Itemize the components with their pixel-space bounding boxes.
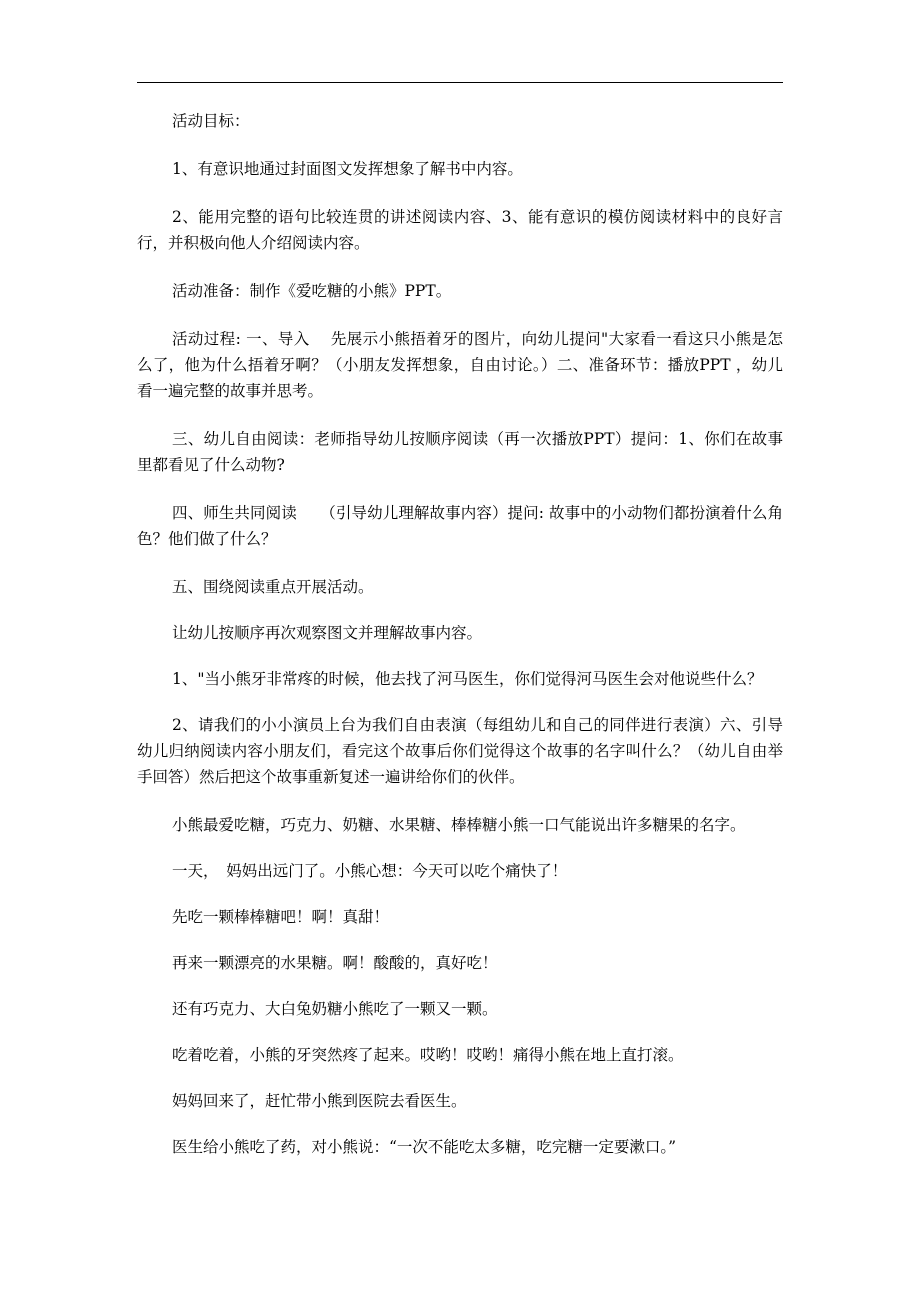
- paragraph-story-7: 妈妈回来了，赶忙带小熊到医院去看医生。: [172, 1092, 467, 1110]
- paragraph-observe: 让幼儿按顺序再次观察图文并理解故事内容。: [172, 624, 483, 642]
- paragraph-goal-1: 1、有意识地通过封面图文发挥想象了解书中内容。: [172, 160, 523, 178]
- paragraph-question: 1、"当小熊牙非常疼的时候，他去找了河马医生，你们觉得河马医生会对他说些什么？: [172, 670, 763, 688]
- paragraph-shared-reading: 四、师生共同阅读 （引导幼儿理解故事内容）提问: 故事中的小动物们都扮演着什么角色？他们做了什么？: [137, 504, 783, 548]
- paragraph-story-4: 再来一颗漂亮的水果糖。啊！酸酸的，真好吃！: [172, 954, 498, 972]
- paragraph-process: 活动过程: 一、导入 先展示小熊捂着牙的图片，向幼儿提问"大家看一看这只小熊是怎么了，他为什么捂着牙啊？（小朋友发挥想象，自由讨论。）二、准备环节：播放PPT ，幼儿看一遍完整的故事并思考。: [137, 330, 783, 400]
- paragraph-story-2: 一天， 妈妈出远门了。小熊心想：今天可以吃个痛快了！: [172, 862, 568, 880]
- paragraph-story-3: 先吃一颗棒棒糖吧！啊！真甜！: [172, 908, 390, 926]
- paragraph-performance: 2、请我们的小小演员上台为我们自由表演（每组幼儿和自己的同伴进行表演）六、引导幼儿归纳阅读内容小朋友们，看完这个故事后你们觉得这个故事的名字叫什么？（幼儿自由举手回答）然后把这个故事重新复述一遍讲给你们的伙伴。: [137, 716, 783, 786]
- paragraph-story-5: 还有巧克力、大白兔奶糖小熊吃了一颗又一颗。: [172, 1000, 498, 1018]
- paragraph-story-8: 医生给小熊吃了药，对小熊说：“一次不能吃太多糖，吃完糖一定要漱口。”: [172, 1138, 677, 1156]
- paragraph-preparation: 活动准备：制作《爱吃糖的小熊》PPT。: [172, 282, 452, 300]
- paragraph-goals-heading: 活动目标：: [172, 112, 250, 130]
- paragraph-goal-2-3: 2、能用完整的语句比较连贯的讲述阅读内容、3、能有意识的模仿阅读材料中的良好言行，并积极向他人介绍阅读内容。: [137, 208, 783, 252]
- paragraph-story-6: 吃着吃着，小熊的牙突然疼了起来。哎哟！哎哟！痛得小熊在地上直打滚。: [172, 1046, 684, 1064]
- document-body: [137, 108, 783, 1180]
- paragraph-story-1: 小熊最爱吃糖，巧克力、奶糖、水果糖、棒棒糖小熊一口气能说出许多糖果的名字。: [172, 816, 746, 834]
- paragraph-free-reading: 三、幼儿自由阅读：老师指导幼儿按顺序阅读（再一次播放PPT）提问：1、你们在故事里都看见了什么动物?: [137, 430, 783, 474]
- paragraph-activity-heading: 五、围绕阅读重点开展活动。: [172, 578, 374, 596]
- header-rule: [137, 82, 783, 83]
